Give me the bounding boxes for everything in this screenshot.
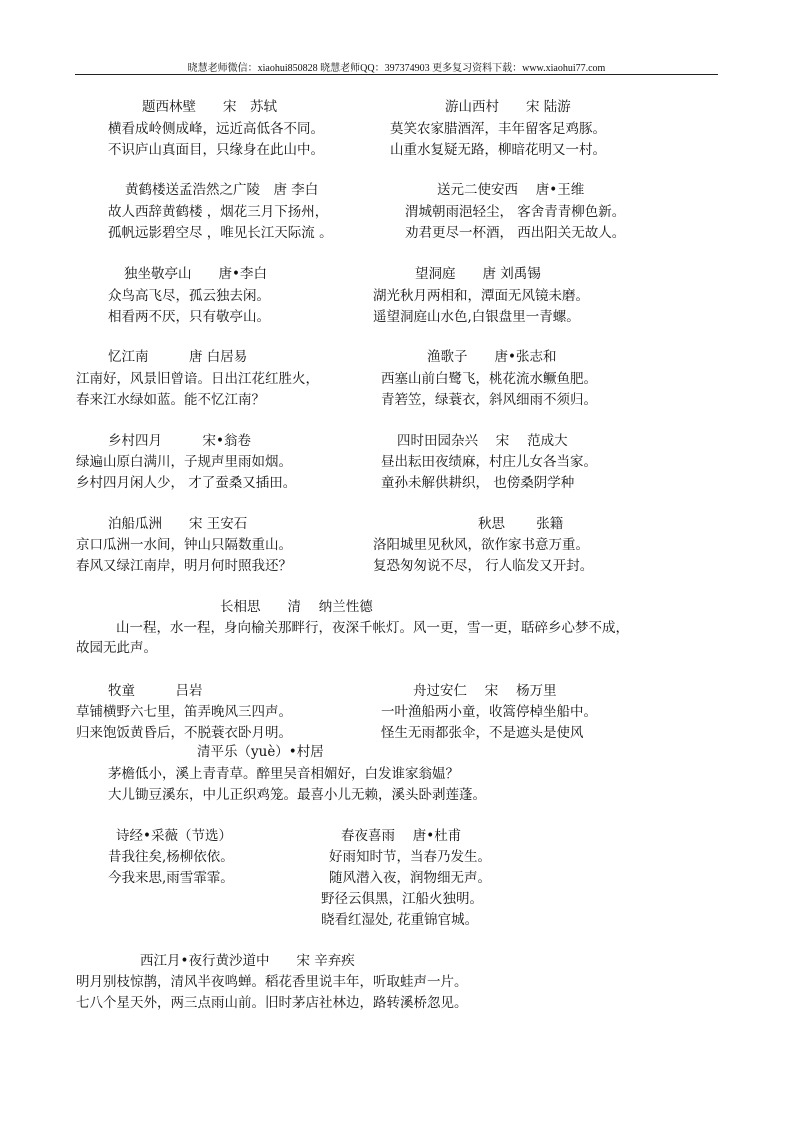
poem-title: 清平乐（yuè）•村居 bbox=[197, 744, 324, 760]
poem-line: 山一程，水一程，身向榆关那畔行，夜深千帐灯。风一更，雪一更，聒碎乡心梦不成， bbox=[116, 620, 629, 636]
poem-line: 青箬笠，绿蓑衣，斜风细雨不须归。 bbox=[381, 392, 597, 408]
poem-line: 故园无此声。 bbox=[76, 640, 157, 656]
poem-line: 随风潜入夜，润物细无声。 bbox=[329, 870, 491, 886]
poem-line: 渭城朝雨浥轻尘， 客舍青青柳色新。 bbox=[405, 204, 626, 220]
poem-title: 游山西村 宋 陆游 bbox=[445, 99, 571, 115]
poem-line: 一叶渔船两小童，收篙停棹坐船中。 bbox=[381, 704, 597, 720]
poem-title: 长相思 清 纳兰性德 bbox=[220, 599, 373, 615]
page-header: 晓慧老师微信：xiaohui850828 晓慧老师QQ：397374903 更多复习资料下载：www.xiaohui77.com bbox=[187, 63, 606, 74]
poem-line: 昔我往矣,杨柳依依。 bbox=[108, 849, 234, 865]
poem-title: 送元二使安西 唐•王维 bbox=[437, 182, 585, 198]
poem-line: 京口瓜洲一水间，钟山只隔数重山。 bbox=[76, 537, 292, 553]
poem-line: 莫笑农家腊酒浑，丰年留客足鸡豚。 bbox=[390, 121, 606, 137]
poem-line: 春风又绿江南岸，明月何时照我还？ bbox=[76, 558, 292, 574]
poem-title: 诗经•采薇（节选） bbox=[116, 828, 232, 844]
poem-title: 牧童 吕岩 bbox=[108, 683, 203, 699]
poem-title: 望洞庭 唐 刘禹锡 bbox=[415, 266, 541, 282]
header-divider bbox=[75, 74, 718, 75]
poem-line: 归来饱饭黄昏后，不脱蓑衣卧月明。 bbox=[76, 725, 292, 741]
poem-title: 春夜喜雨 唐•杜甫 bbox=[341, 828, 462, 844]
poem-line: 绿遍山原白满川，子规声里雨如烟。 bbox=[76, 454, 292, 470]
poem-line: 故人西辞黄鹤楼 ，烟花三月下扬州， bbox=[108, 204, 329, 220]
poem-title: 舟过安仁 宋 杨万里 bbox=[413, 683, 557, 699]
poem-line: 野径云俱黑，江船火独明。 bbox=[321, 891, 483, 907]
poem-line: 茅檐低小，溪上青青草。醉里吴音相媚好，白发谁家翁媪？ bbox=[108, 766, 459, 782]
poem-line: 洛阳城里见秋风，欲作家书意万重。 bbox=[373, 537, 589, 553]
poem-line: 今我来思,雨雪霏霏。 bbox=[108, 870, 234, 886]
poem-line: 湖光秋月两相和，潭面无风镜未磨。 bbox=[373, 288, 589, 304]
poem-title: 题西林壁 宋 苏轼 bbox=[142, 99, 277, 115]
poem-line: 众鸟高飞尽，孤云独去闲。 bbox=[108, 288, 270, 304]
poem-title: 渔歌子 唐•张志和 bbox=[427, 349, 557, 365]
poem-line: 江南好，风景旧曾谙。日出江花红胜火， bbox=[76, 371, 319, 387]
poem-line: 横看成岭侧成峰，远近高低各不同。 bbox=[108, 121, 324, 137]
poem-line: 劝君更尽一杯酒， 西出阳关无故人。 bbox=[405, 225, 626, 241]
poem-line: 草铺横野六七里，笛弄晚风三四声。 bbox=[76, 704, 292, 720]
poem-line: 乡村四月闲人少， 才了蚕桑又插田。 bbox=[76, 475, 297, 491]
poem-title: 秋思 张籍 bbox=[478, 516, 564, 532]
poem-line: 七八个星天外，两三点雨山前。旧时茅店社林边，路转溪桥忽见。 bbox=[76, 995, 468, 1011]
poem-line: 昼出耘田夜绩麻，村庄儿女各当家。 bbox=[381, 454, 597, 470]
poem-line: 不识庐山真面目，只缘身在此山中。 bbox=[108, 142, 324, 158]
poem-line: 孤帆远影碧空尽 ，唯见长江天际流 。 bbox=[108, 225, 333, 241]
poem-line: 大儿锄豆溪东，中儿正织鸡笼。最喜小儿无赖，溪头卧剥莲蓬。 bbox=[108, 787, 486, 803]
poem-line: 山重水复疑无路，柳暗花明又一村。 bbox=[390, 142, 606, 158]
poem-line: 好雨知时节，当春乃发生。 bbox=[329, 849, 491, 865]
poem-line: 西塞山前白鹭飞，桃花流水鳜鱼肥。 bbox=[381, 371, 597, 387]
poem-line: 遥望洞庭山水色,白银盘里一青螺。 bbox=[373, 309, 580, 325]
poem-title: 独坐敬亭山 唐•李白 bbox=[124, 266, 267, 282]
poem-line: 童孙未解供耕织， 也傍桑阴学种 bbox=[381, 475, 575, 491]
poem-line: 晓看红湿处, 花重锦官城。 bbox=[321, 912, 479, 928]
poem-line: 复恐匆匆说不尽， 行人临发又开封。 bbox=[373, 558, 594, 574]
poem-title: 西江月•夜行黄沙道中 宋 辛弃疾 bbox=[140, 953, 355, 969]
poem-line: 怪生无雨都张伞，不是遮头是使风 bbox=[381, 725, 584, 741]
poem-line: 春来江水绿如蓝。能不忆江南？ bbox=[76, 392, 265, 408]
poem-title: 泊船瓜洲 宋 王安石 bbox=[108, 516, 248, 532]
poem-line: 明月别枝惊鹊，清风半夜鸣蝉。稻花香里说丰年，听取蛙声一片。 bbox=[76, 974, 468, 990]
poem-title: 四时田园杂兴 宋 范成大 bbox=[397, 433, 568, 449]
poem-title: 乡村四月 宋•翁卷 bbox=[108, 433, 251, 449]
poem-title: 忆江南 唐 白居易 bbox=[108, 349, 248, 365]
poem-title: 黄鹤楼送孟浩然之广陵 唐 李白 bbox=[125, 182, 319, 198]
poem-line: 相看两不厌，只有敬亭山。 bbox=[108, 309, 270, 325]
